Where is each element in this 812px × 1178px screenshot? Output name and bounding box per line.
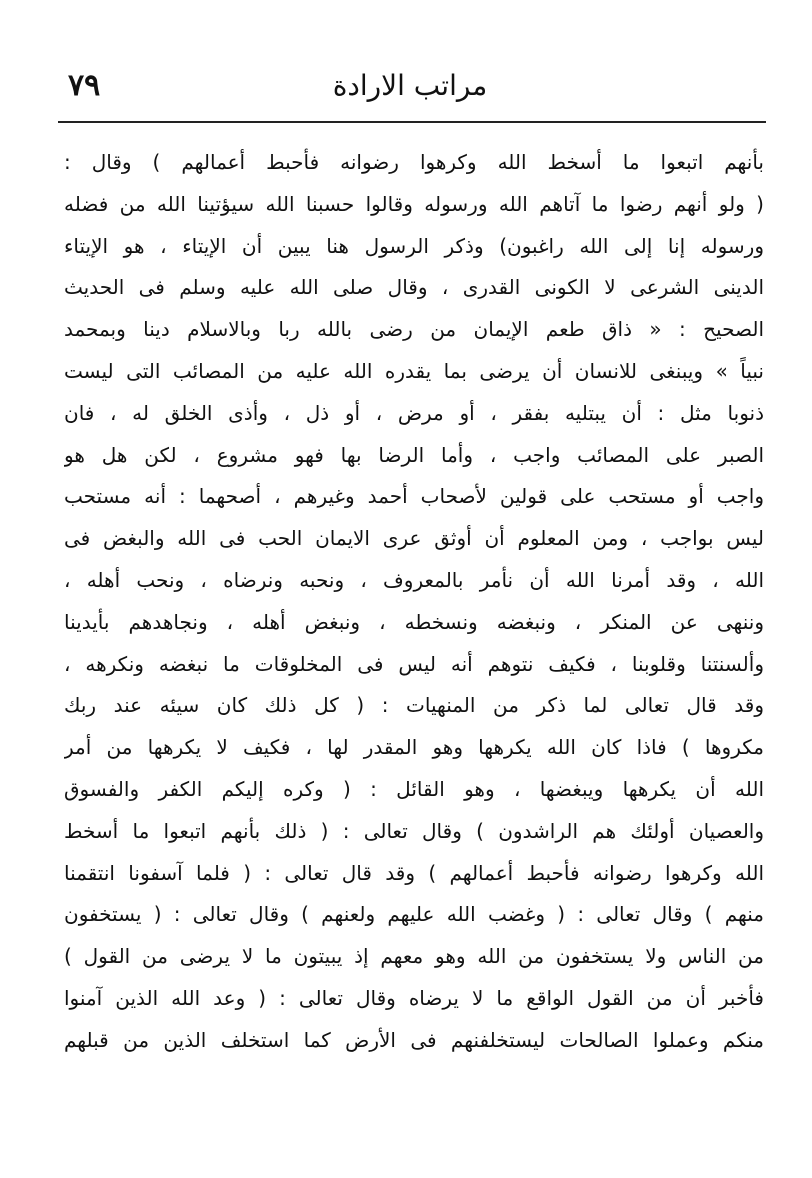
text-line: ليس بواجب ، ومن المعلوم أن أوثق عرى الايمان الحب فى الله والبغض فى	[64, 526, 764, 551]
text-line: نبياً » ويبنغى للانسان أن يرضى بما يقدره الله عليه من المصائب التى ليست	[64, 358, 764, 383]
page-number: ٧٩	[68, 68, 101, 103]
text-line: وألسنتنا وقلوبنا ، فكيف نتوهم أنه ليس فى المخلوقات ما نبغضه ونكرهه ،	[64, 651, 764, 676]
text-line: وننهى عن المنكر ، ونبغضه ونسخطه ، ونبغض أهله ، ونجاهدهم بأيدينا	[64, 609, 764, 634]
text-line: وقد قال تعالى لما ذكر من المنهيات : ( كل ذلك كان سيئه عند ربك	[64, 693, 764, 718]
text-line: منكم وعملوا الصالحات ليستخلفنهم فى الأرض كما استخلف الذين من قبلهم	[64, 1027, 764, 1052]
text-line: ورسوله إنا إلى الله راغبون) وذكر الرسول هنا يبين أن الإيتاء ، هو الإيتاء	[64, 233, 764, 258]
text-line: منهم ) وقال تعالى : ( وغضب الله عليهم ولعنهم ) وقال تعالى : ( يستخفون	[64, 902, 764, 927]
text-line: الله ، وقد أمرنا الله أن نأمر بالمعروف ، ونحبه ونرضاه ، ونحب أهله ،	[64, 567, 764, 592]
text-line: من الناس ولا يستخفون من الله وهو معهم إذ يبيتون ما لا يرضى من القول )	[64, 944, 764, 969]
text-line: الدينى الشرعى لا الكونى القدرى ، وقال صلى الله عليه وسلم فى الحديث	[64, 275, 764, 300]
text-line: فأخبر أن من القول الواقع ما لا يرضاه وقال تعالى : ( وعد الله الذين آمنوا	[64, 985, 764, 1010]
text-line: والعصيان أولئك هم الراشدون ) وقال تعالى : ( ذلك بأنهم اتبعوا ما أسخط	[64, 818, 764, 843]
text-line: الصحيح : « ذاق طعم الإيمان من رضى بالله ربا وبالاسلام دينا وبمحمد	[64, 317, 764, 342]
text-line: واجب أو مستحب على قولين لأصحاب أحمد وغيرهم ، أصحهما : أنه مستحب	[64, 484, 764, 509]
text-line: بأنهم اتبعوا ما أسخط الله وكرهوا رضوانه فأحبط أعمالهم ) وقال :	[64, 150, 764, 174]
text-line: الله وكرهوا رضوانه فأحبط أعمالهم ) وقد قال تعالى : ( فلما آسفونا انتقمنا	[64, 860, 764, 885]
page-header	[60, 62, 760, 108]
running-title: مراتب الارادة	[332, 69, 488, 102]
body-text	[64, 142, 764, 1062]
text-line: الله أن يكرهها ويبغضها ، وهو القائل : ( وكره إليكم الكفر والفسوق	[64, 776, 764, 801]
header-divider	[58, 121, 766, 123]
text-line: ذنوبا مثل : أن يبتليه بفقر ، أو مرض ، أو ذل ، وأذى الخلق له ، فان	[64, 400, 764, 425]
text-line: الصبر على المصائب واجب ، وأما الرضا بها فهو مشروع ، لكن هل هو	[64, 442, 764, 467]
text-line: مكروها ) فاذا كان الله يكرهها وهو المقدر لها ، فكيف لا يكرهها من أمر	[64, 735, 764, 760]
text-line: ( ولو أنهم رضوا ما آتاهم الله ورسوله وقالوا حسبنا الله سيؤتينا الله من فضله	[64, 191, 764, 216]
